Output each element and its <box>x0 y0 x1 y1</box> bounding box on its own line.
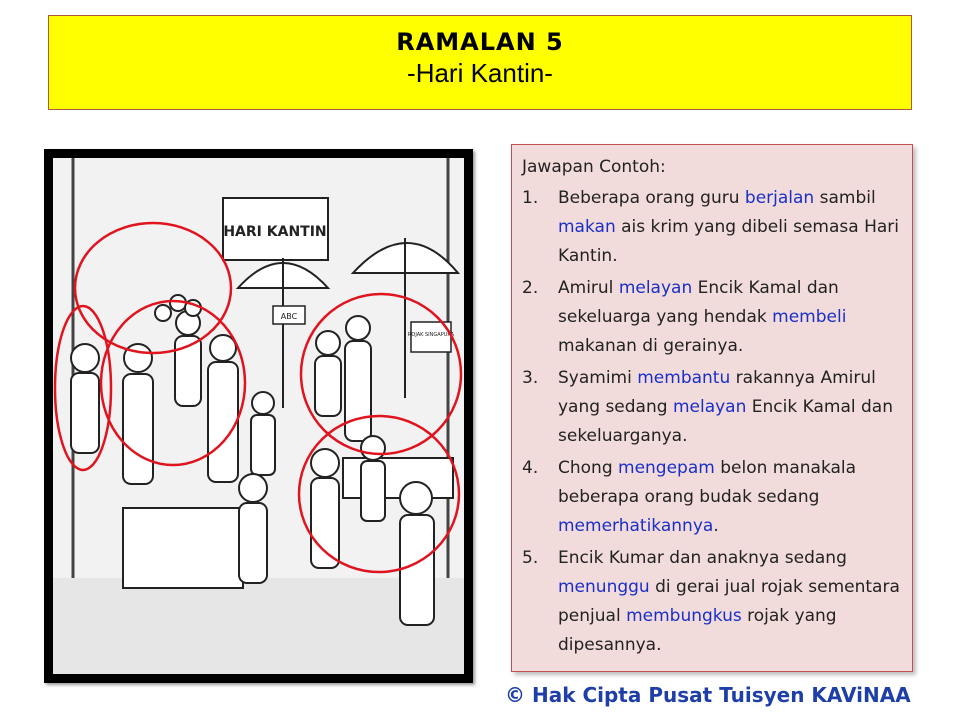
answer-item <box>522 454 902 541</box>
verb-highlight: membantu <box>637 368 731 388</box>
answer-item <box>522 544 902 660</box>
answer-number: 4. <box>522 458 539 478</box>
answer-text: rakannya Amirul yang sedang <box>558 368 876 417</box>
answer-number: 2. <box>522 278 539 298</box>
verb-highlight: membungkus <box>626 606 742 626</box>
answer-text: rojak yang dipesannya. <box>558 606 837 655</box>
answer-text: Syamimi <box>558 368 638 388</box>
answer-list <box>522 184 902 660</box>
stall-sign-rojak: ROJAK SINGAPURA <box>407 332 455 338</box>
answer-text: Beberapa orang guru <box>558 188 745 208</box>
answer-item <box>522 274 902 361</box>
answer-text: . <box>713 516 719 536</box>
answer-text: makanan di gerainya. <box>558 336 744 356</box>
verb-highlight: mengepam <box>618 458 715 478</box>
answer-text: di gerai jual rojak sementara penjual <box>558 577 900 626</box>
verb-highlight: memerhatikannya <box>558 516 714 536</box>
stall-sign-abc: ABC <box>280 312 298 321</box>
copyright-notice: © Hak Cipta Pusat Tuisyen KAViNAA <box>505 683 911 707</box>
answer-number: 3. <box>522 368 539 388</box>
answer-number: 5. <box>522 548 539 568</box>
slide-title: RAMALAN 5 <box>396 28 564 56</box>
answer-text: ais krim yang dibeli semasa Hari Kantin. <box>558 217 899 266</box>
verb-highlight: melayan <box>672 397 747 417</box>
canteen-day-picture <box>44 149 473 683</box>
answer-text: Encik Kamal dan sekeluarganya. <box>558 397 893 446</box>
answer-item <box>522 364 902 451</box>
sample-answer-panel <box>511 144 913 672</box>
verb-highlight: berjalan <box>744 188 815 208</box>
verb-highlight: membeli <box>772 307 847 327</box>
answer-text: Chong <box>558 458 619 478</box>
answer-number: 1. <box>522 188 539 208</box>
verb-highlight: melayan <box>618 278 693 298</box>
canteen-illustration <box>53 158 464 674</box>
verb-highlight: menunggu <box>558 577 650 597</box>
answer-item <box>522 184 902 271</box>
answer-text: Encik Kamal dan sekeluarga yang hendak <box>558 278 839 327</box>
answer-text: Amirul <box>558 278 619 298</box>
verb-highlight: makan <box>558 217 616 237</box>
answer-heading: Jawapan Contoh: <box>522 157 666 177</box>
banner-text: HARI KANTIN <box>223 224 327 240</box>
title-banner <box>48 15 912 110</box>
answer-text: belon manakala beberapa orang budak sedang <box>558 458 857 507</box>
slide-subtitle: -Hari Kantin- <box>407 58 553 88</box>
hari-kantin-banner <box>223 198 328 260</box>
answer-text: sambil <box>814 188 876 208</box>
answer-text: Encik Kumar dan anaknya sedang <box>558 548 847 568</box>
